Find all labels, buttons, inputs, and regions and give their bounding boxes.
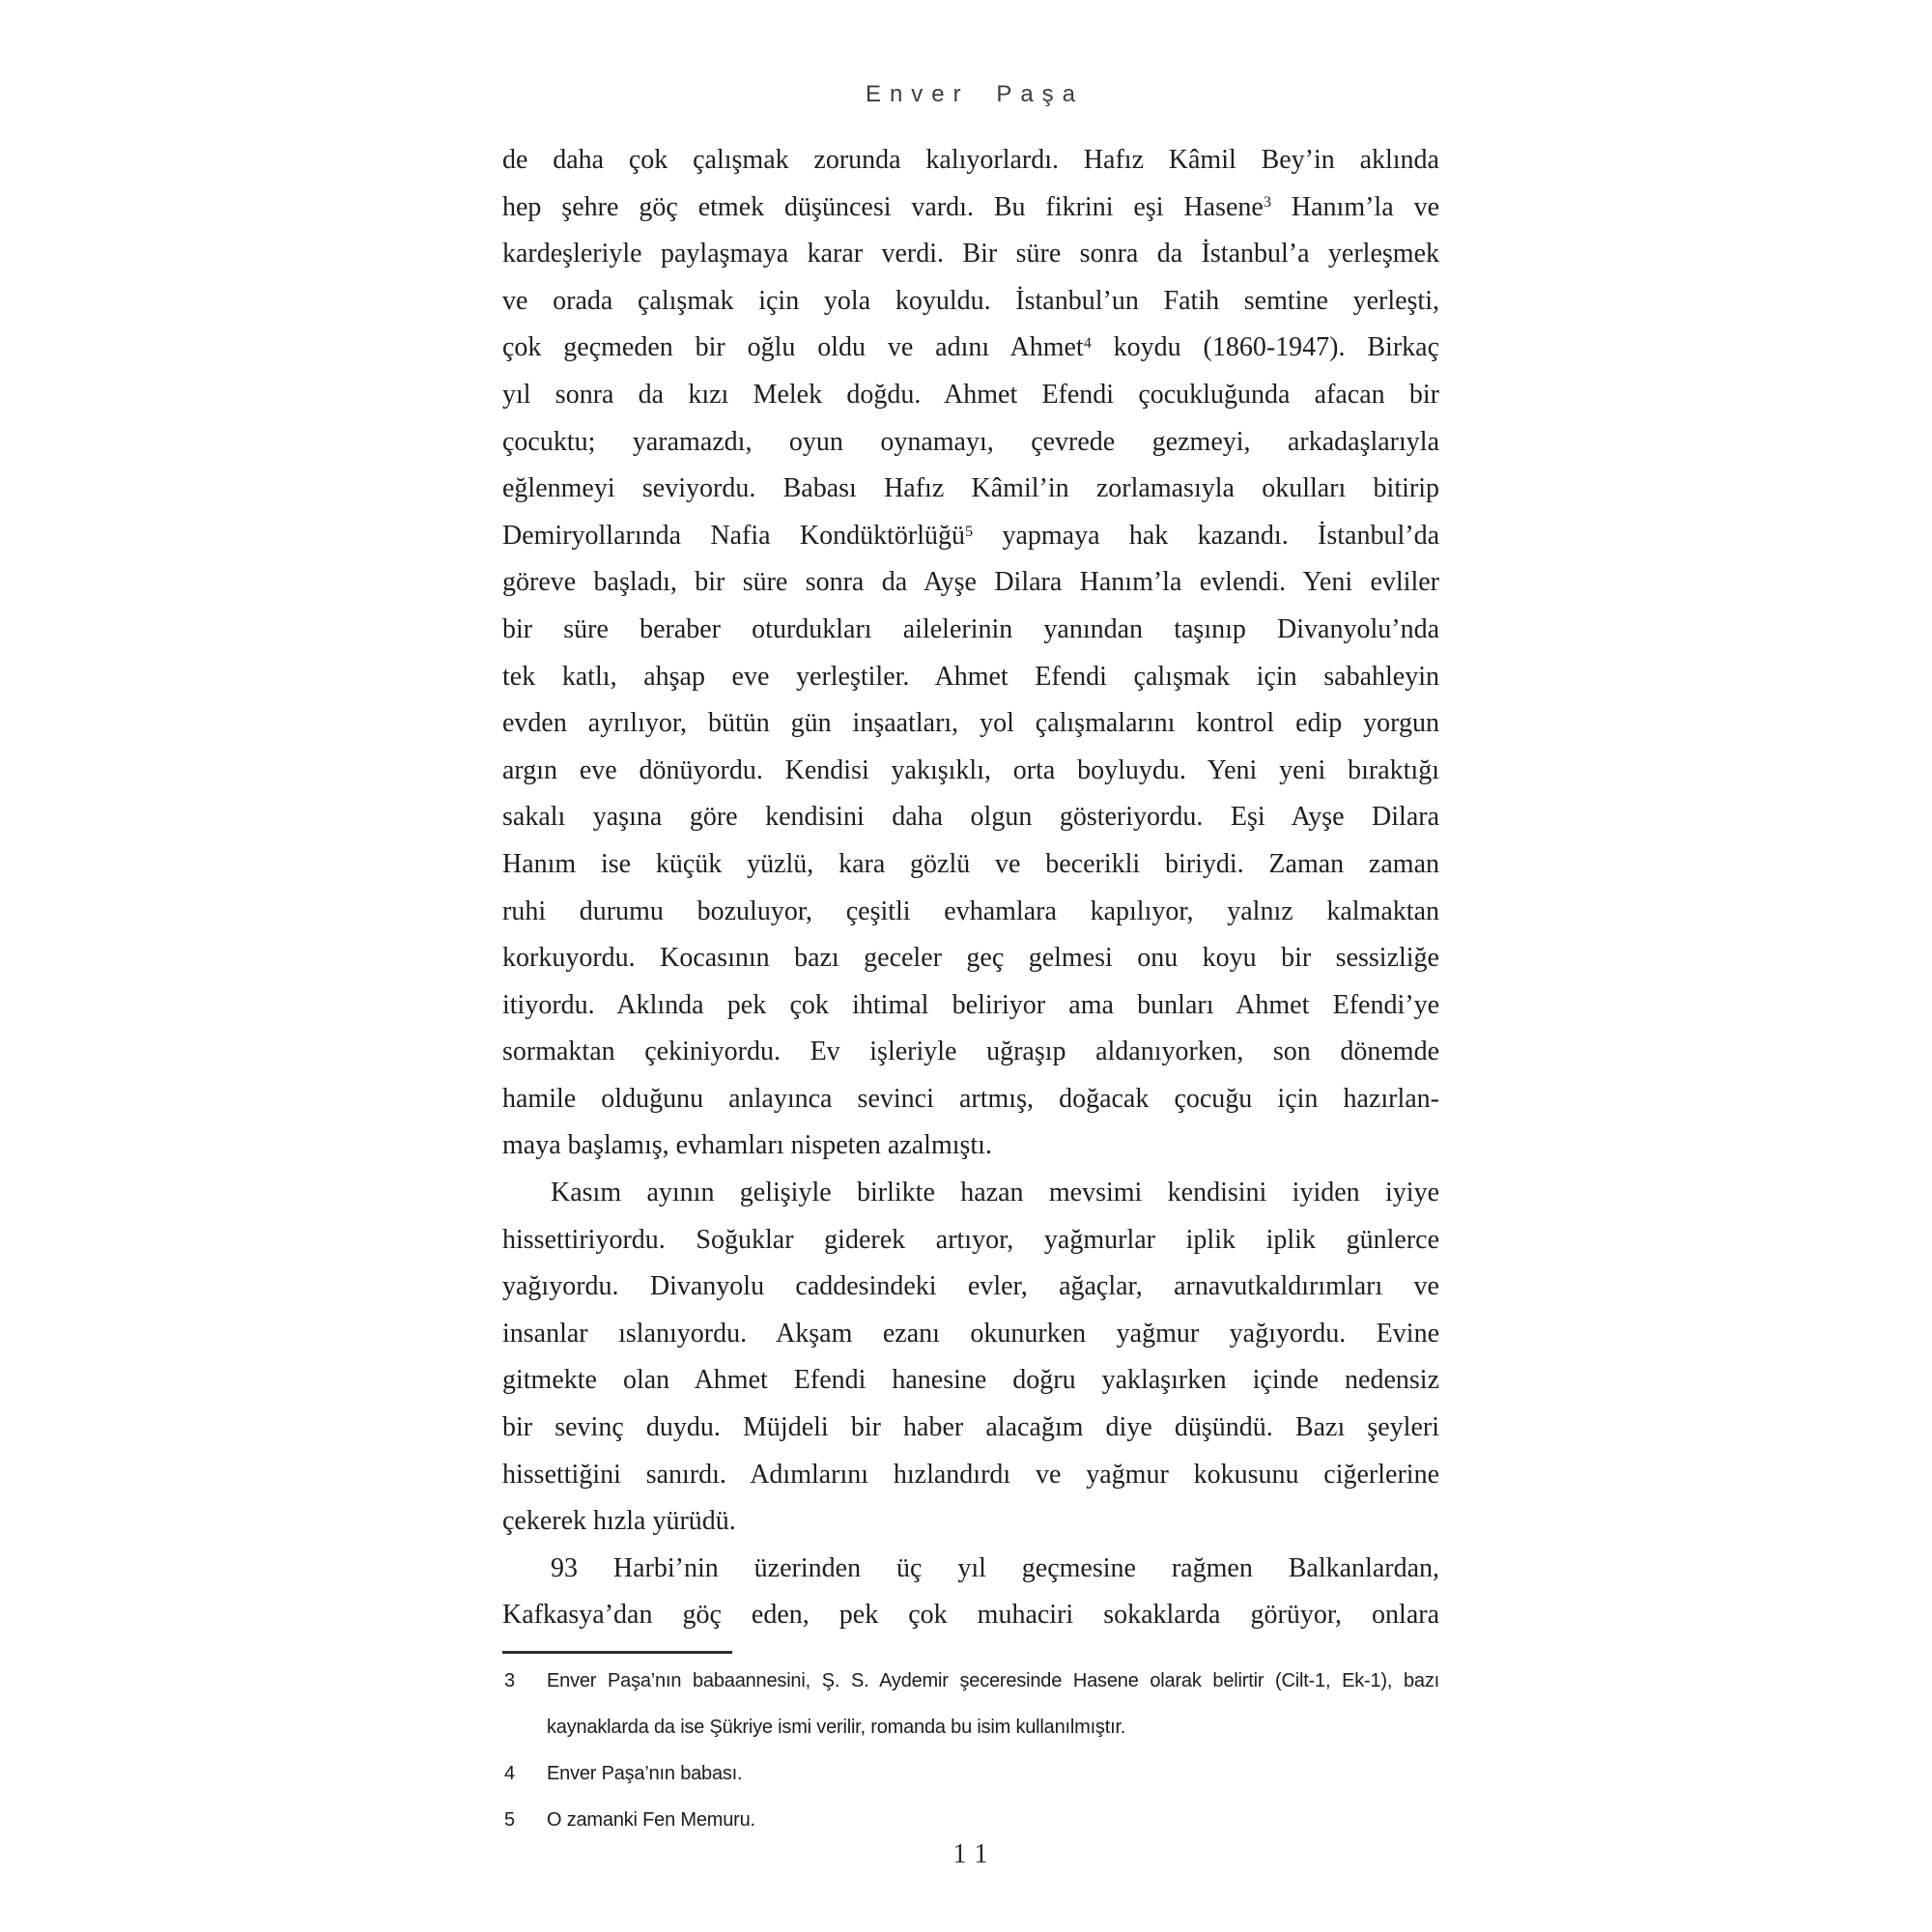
footnote-line: Enver Paşa’nın babaannesini, Ş. S. Aydemir şeceresinde Hasene olarak belirtir (Cilt-1, Ek-1), bazı xyxy=(547,1670,1439,1691)
text-line: tek katlı, ahşap eve yerleştiler. Ahmet Efendi çalışmak için sabahleyin xyxy=(502,661,1439,692)
text-line: yıl sonra da kızı Melek doğdu. Ahmet Efendi çocukluğunda afacan bir xyxy=(502,379,1439,410)
footnote xyxy=(502,1658,1439,1750)
text-line: argın eve dönüyordu. Kendisi yakışıklı, orta boyluydu. Yeni yeni bıraktığı xyxy=(502,754,1439,785)
text-line: Kafkasya’dan göç eden, pek çok muhaciri sokaklarda görüyor, onlara xyxy=(502,1600,1439,1631)
text-line: insanlar ıslanıyordu. Akşam ezanı okunurken yağmur yağıyordu. Evine xyxy=(502,1318,1439,1349)
footnote xyxy=(502,1797,1439,1843)
paragraph xyxy=(502,1170,1439,1546)
body-text xyxy=(502,137,1439,1639)
text-line: çekerek hızla yürüdü. xyxy=(502,1506,736,1537)
running-header-title: Enver Paşa xyxy=(865,81,1085,107)
text-line: sakalı yaşına göre kendisini daha olgun gösteriyordu. Eşi Ayşe Dilara xyxy=(502,802,1439,833)
text-line: Demiryollarında Nafia Kondüktörlüğü$^5$ yapmaya hak kazandı. İstanbul’da xyxy=(502,520,1439,551)
text-line: bir sevinç duydu. Müjdeli bir haber alacağım diye düşündü. Bazı şeyleri xyxy=(502,1412,1439,1443)
text-line: gitmekte olan Ahmet Efendi hanesine doğru yaklaşırken içinde nedensiz xyxy=(502,1365,1439,1396)
footnotes xyxy=(502,1658,1439,1843)
text-line: Hanım ise küçük yüzlü, kara gözlü ve becerikli biriydi. Zaman zaman xyxy=(502,848,1439,879)
text-line: çok geçmeden bir oğlu oldu ve adını Ahmet$^4$ koydu (1860-1947). Birkaç xyxy=(502,332,1440,363)
text-line: de daha çok çalışmak zorunda kalıyorlardı. Hafız Kâmil Bey’in aklında xyxy=(502,145,1439,175)
footnote-line: kaynaklarda da ise Şükriye ismi verilir, romanda bu isim kullanılmıştır. xyxy=(547,1717,1126,1738)
footnote-ref: 3 xyxy=(1263,193,1271,212)
paragraph xyxy=(502,1546,1439,1639)
text-line: hamile olduğunu anlayınca sevinci artmış, doğacak çocuğu için hazırlan- xyxy=(502,1083,1439,1114)
text-line: yağıyordu. Divanyolu caddesindeki evler, ağaçlar, arnavutkaldırımları ve xyxy=(502,1271,1439,1302)
text-line: hep şehre göç etmek düşüncesi vardı. Bu fikrini eşi Hasene$^3$ Hanım’la ve xyxy=(502,191,1439,222)
page-number: 11 xyxy=(952,1839,997,1869)
text-line: maya başlamış, evhamları nispeten azalmıştı. xyxy=(502,1130,992,1161)
footnote-ref: 5 xyxy=(965,522,974,540)
text-line: eğlenmeyi seviyordu. Babası Hafız Kâmil’in zorlamasıyla okulları bitirip xyxy=(502,473,1439,504)
text-line: korkuyordu. Kocasının bazı geceler geç gelmesi onu koyu bir sessizliğe xyxy=(502,943,1439,974)
footnote-separator-rule xyxy=(502,1651,732,1654)
text-line: Kasım ayının gelişiyle birlikte hazan mevsimi kendisini iyiden iyiye xyxy=(551,1178,1439,1208)
text-line: bir süre beraber oturdukları ailelerinin yanından taşınıp Divanyolu’nda xyxy=(502,613,1439,644)
text-line: evden ayrılıyor, bütün gün inşaatları, yol çalışmalarını kontrol edip yorgun xyxy=(502,708,1439,739)
text-line: sormaktan çekiniyordu. Ev işleriyle uğraşıp aldanıyorken, son dönemde xyxy=(502,1037,1439,1067)
footnote-line: Enver Paşa’nın babası. xyxy=(547,1763,743,1784)
text-line: kardeşleriyle paylaşmaya karar verdi. Bir süre sonra da İstanbul’a yerleşmek xyxy=(502,239,1439,270)
footnote-number: 3 xyxy=(504,1670,515,1691)
paragraph xyxy=(502,137,1439,1170)
text-line: 93 Harbi’nin üzerinden üç yıl geçmesine rağmen Balkanlardan, xyxy=(551,1552,1439,1583)
footnote-number: 5 xyxy=(504,1809,515,1831)
footnote-number: 4 xyxy=(504,1763,515,1784)
text-line: ruhi durumu bozuluyor, çeşitli evhamlara kapılıyor, yalnız kalmaktan xyxy=(502,895,1439,926)
text-line: hissettiriyordu. Soğuklar giderek artıyor, yağmurlar iplik iplik günlerce xyxy=(502,1224,1439,1255)
text-line: hissettiğini sanırdı. Adımlarını hızlandırdı ve yağmur kokusunu ciğerlerine xyxy=(502,1459,1439,1490)
text-line: göreve başladı, bir süre sonra da Ayşe Dilara Hanım’la evlendi. Yeni evliler xyxy=(502,567,1439,598)
footnote xyxy=(502,1750,1439,1797)
text-line: itiyordu. Aklında pek çok ihtimal beliriyor ama bunları Ahmet Efendi’ye xyxy=(502,989,1439,1020)
text-line: çocuktu; yaramazdı, oyun oynamayı, çevrede gezmeyi, arkadaşlarıyla xyxy=(502,426,1439,457)
footnote-line: O zamanki Fen Memuru. xyxy=(547,1809,755,1831)
footnote-ref: 4 xyxy=(1083,334,1092,353)
text-line: ve orada çalışmak için yola koyuldu. İstanbul’un Fatih semtine yerleşti, xyxy=(502,285,1439,316)
